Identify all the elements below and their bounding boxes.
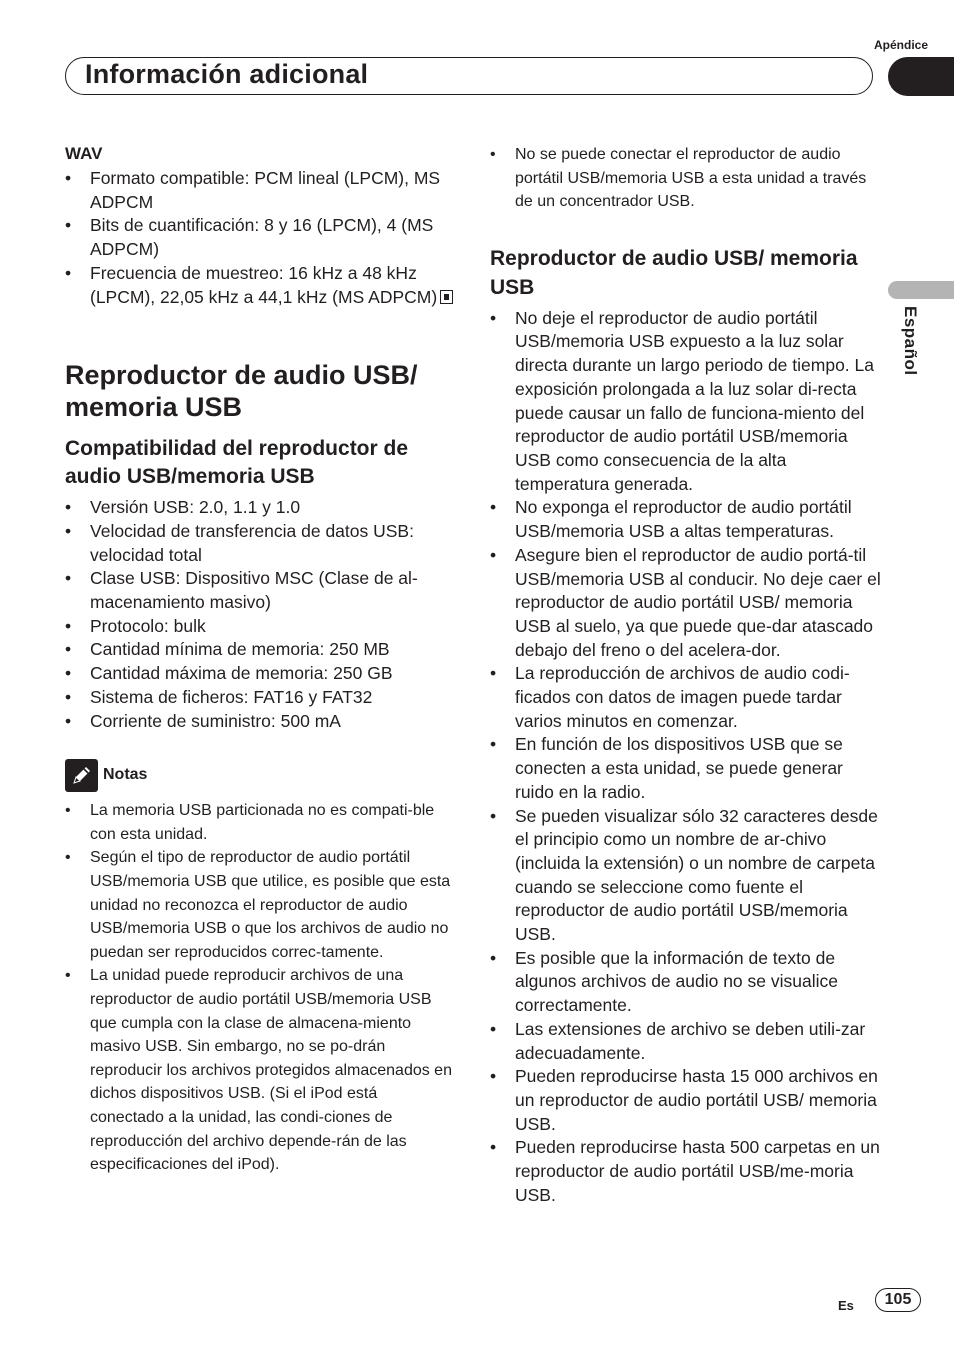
- list-item: • La unidad puede reproducir archivos de una reproductor de audio portátil USB/memoria USB que cumpla con la clase de almacena-miento masivo USB. Sin embargo, no se po-drán reproducir los archivos protegidos almacenados en dichos dispositivos USB. (Si el iPod está conectado a la unidad, las condi-ciones de reproducción del archivo depende-rán de las especificaciones del iPod).: [65, 964, 455, 1176]
- sub-heading: Compatibilidad del reproductor de audio USB/memoria USB: [65, 437, 409, 489]
- list-item: • La memoria USB particionada no es compati-ble con esta unidad.: [65, 799, 455, 846]
- main-heading: Reproductor de audio USB/ memoria USB: [65, 360, 418, 423]
- list-item: • Velocidad de transferencia de datos USB: velocidad total: [65, 520, 455, 567]
- list-item: • Corriente de suministro: 500 mA: [65, 710, 455, 734]
- language-tab-label: Español: [901, 306, 920, 376]
- notes-header: [65, 759, 455, 791]
- pencil-icon: [65, 759, 98, 792]
- list-item: • Pueden reproducirse hasta 15 000 archivos en un reproductor de audio portátil USB/ memoria USB.: [490, 1065, 882, 1136]
- stop-square-icon: [440, 290, 453, 304]
- list-item: • No se puede conectar el reproductor de audio portátil USB/memoria USB a esta unidad a través de un concentrador USB.: [490, 143, 882, 214]
- section-label: Apéndice: [873, 38, 928, 52]
- list-item: • La reproducción de archivos de audio codi-ficados con datos de imagen puede tardar varios minutos en comenzar.: [490, 662, 882, 733]
- list-item: • Clase USB: Dispositivo MSC (Clase de al-macenamiento masivo): [65, 567, 455, 614]
- list-item: • Bits de cuantificación: 8 y 16 (LPCM), 4 (MS ADPCM): [65, 214, 455, 261]
- notes-list: [65, 799, 455, 1177]
- left-column: [65, 143, 455, 1177]
- list-item: • No deje el reproductor de audio portátil USB/memoria USB expuesto a la luz solar directa durante un largo periodo de tiempo. La exposición prolongada a la luz solar di-recta puede causar un fallo de funciona-miento del reproductor de audio portátil USB/memoria USB como consecuencia de la alta temperatura generada.: [490, 307, 882, 497]
- language-tab-marker: [888, 281, 954, 299]
- usb-list: [490, 307, 882, 1208]
- list-item: • Versión USB: 2.0, 1.1 y 1.0: [65, 496, 455, 520]
- list-item: • Es posible que la información de texto de algunos archivos de audio no se visualice correctamente.: [490, 947, 882, 1018]
- list-item: • Cantidad máxima de memoria: 250 GB: [65, 662, 455, 686]
- right-column: [490, 143, 882, 1208]
- list-item: • Protocolo: bulk: [65, 615, 455, 639]
- right-heading: Reproductor de audio USB/ memoria USB: [490, 246, 858, 299]
- list-item: • En función de los dispositivos USB que se conecten a esta unidad, se puede generar ruido en la radio.: [490, 733, 882, 804]
- language-code: Es: [838, 1298, 854, 1313]
- list-item: • Cantidad mínima de memoria: 250 MB: [65, 638, 455, 662]
- section-tab: [888, 57, 954, 96]
- list-item: • Según el tipo de reproductor de audio portátil USB/memoria USB que utilice, es posible que esta unidad no reconozca el reproductor de audio USB/memoria USB o que los archivos de audio no puedan ser reproducidos correc-tamente.: [65, 846, 455, 964]
- page-title: Información adicional: [85, 59, 369, 89]
- top-notes-list: [490, 143, 882, 214]
- compat-list: [65, 496, 455, 733]
- list-item: • Sistema de ficheros: FAT16 y FAT32: [65, 686, 455, 710]
- page-number: 105: [875, 1288, 921, 1312]
- wav-title: WAV: [65, 144, 103, 163]
- wav-list: [65, 167, 455, 309]
- list-item: • No exponga el reproductor de audio portátil USB/memoria USB a altas temperaturas.: [490, 496, 882, 543]
- list-item: • Pueden reproducirse hasta 500 carpetas en un reproductor de audio portátil USB/me-moria USB.: [490, 1136, 882, 1207]
- list-item: • Asegure bien el reproductor de audio portá-til USB/memoria USB al conducir. No deje caer el reproductor de audio portátil USB/ memoria USB al suelo, ya que puede que-dar atascado debajo del freno o del acelera-dor.: [490, 544, 882, 663]
- list-item: • Formato compatible: PCM lineal (LPCM), MS ADPCM: [65, 167, 455, 214]
- list-item: • Las extensiones de archivo se deben utili-zar adecuadamente.: [490, 1018, 882, 1065]
- list-item: • Frecuencia de muestreo: 16 kHz a 48 kHz (LPCM), 22,05 kHz a 44,1 kHz (MS ADPCM): [65, 262, 455, 309]
- list-item: • Se pueden visualizar sólo 32 caracteres desde el principio como un nombre de ar-chivo (incluida la extensión) o un nombre de carpeta cuando se seleccione como fuente el reproductor de audio portátil USB/memoria USB.: [490, 805, 882, 947]
- notes-label: Notas: [103, 766, 148, 784]
